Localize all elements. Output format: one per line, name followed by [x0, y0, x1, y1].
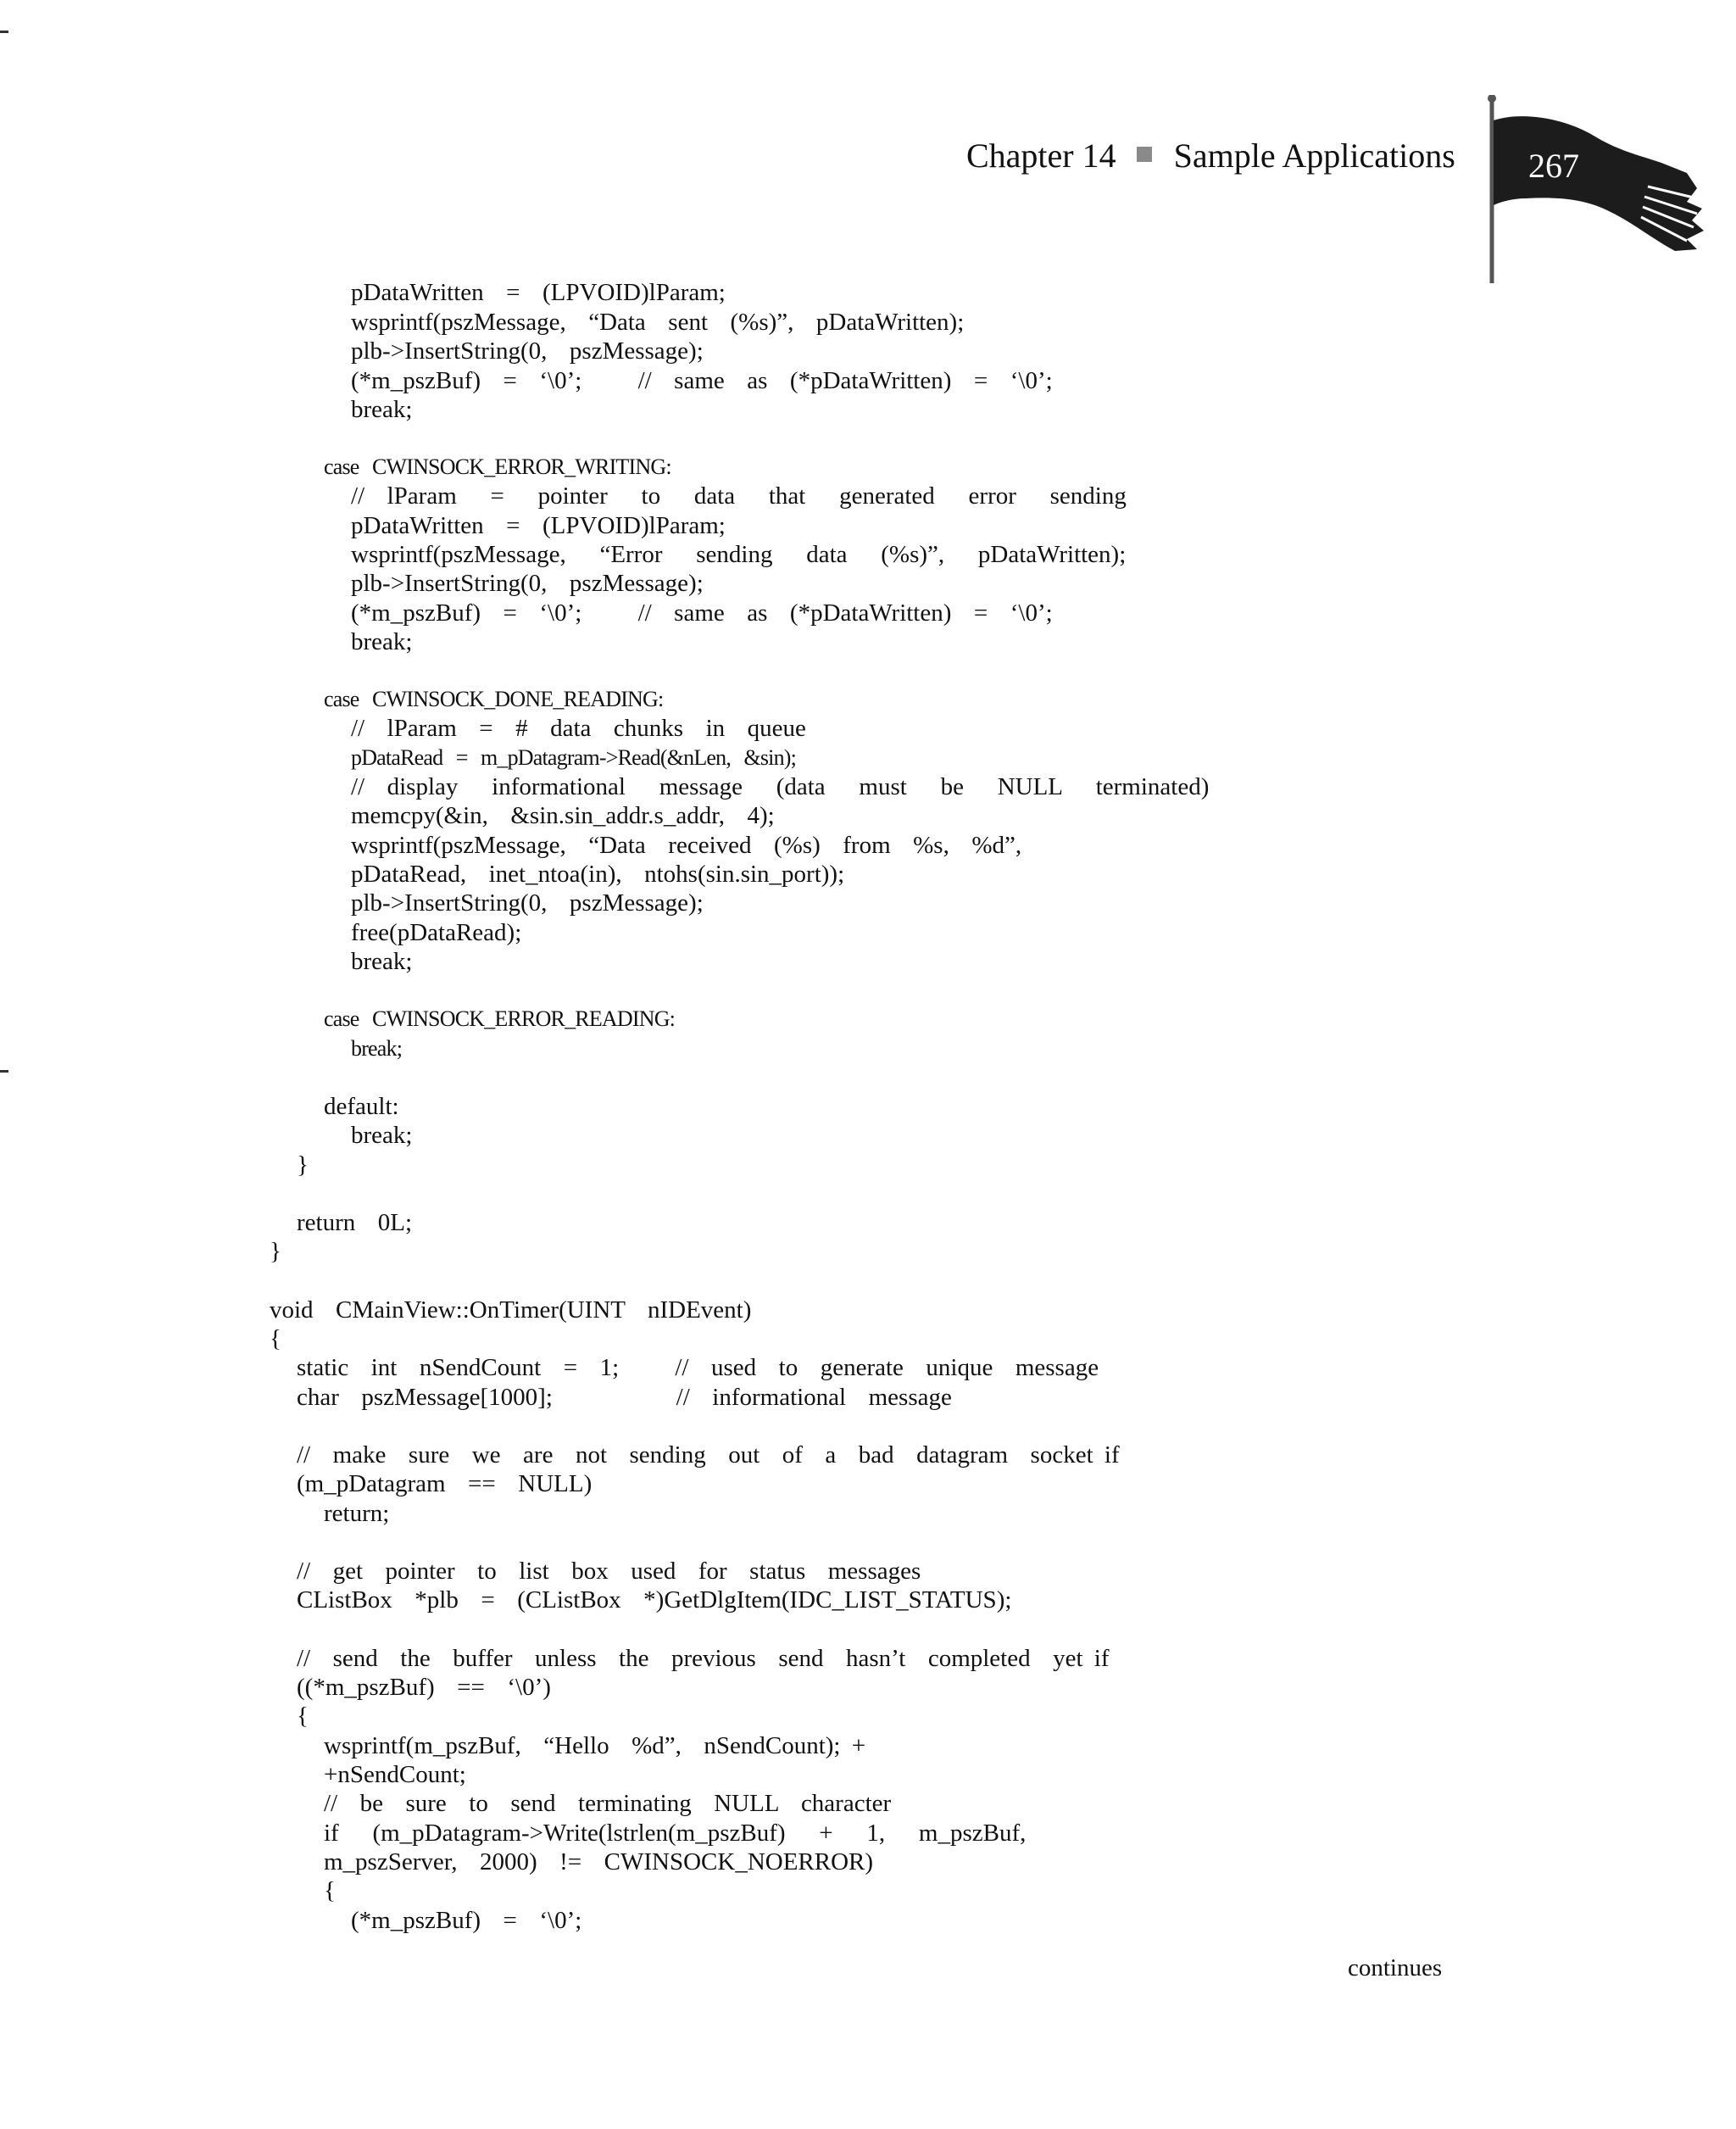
scan-edge-mark-top	[0, 31, 8, 33]
page-number: 267	[1528, 147, 1579, 185]
code-line: // lParam = pointer to data that generated error sending	[351, 482, 1127, 510]
chapter-label: Chapter 14	[966, 137, 1116, 175]
code-line: // be sure to send terminating NULL character	[324, 1790, 892, 1817]
code-line: // send the buffer unless the previous send hasn’t completed yet if	[297, 1645, 1110, 1672]
code-line: +nSendCount;	[324, 1761, 466, 1788]
code-line: case CWINSOCK_ERROR_READING:	[324, 1006, 676, 1031]
scan-edge-mark-middle	[0, 1070, 8, 1073]
code-line: ((*m_pszBuf) == ‘\0’)	[297, 1674, 551, 1701]
code-line: break;	[351, 948, 413, 975]
code-line: wsprintf(m_pszBuf, “Hello %d”, nSendCount); +	[324, 1732, 866, 1759]
code-line: plb->InsertString(0, pszMessage);	[351, 889, 704, 917]
code-line: // lParam = # data chunks in queue	[351, 715, 806, 742]
code-line: pDataWritten = (LPVOID)lParam;	[351, 279, 726, 306]
code-line: wsprintf(pszMessage, “Data sent (%s)”, pDataWritten);	[351, 309, 965, 336]
flag-emblem-icon	[1475, 95, 1721, 290]
code-line: case CWINSOCK_DONE_READING:	[324, 687, 664, 711]
code-line: // display informational message (data must be NULL terminated)	[351, 773, 1210, 800]
code-line: plb->InsertString(0, pszMessage);	[351, 337, 704, 365]
code-line: {	[324, 1877, 336, 1904]
code-line: (*m_pszBuf) = ‘\0’; // same as (*pDataWritten) = ‘\0’;	[351, 599, 1053, 627]
code-line: (*m_pszBuf) = ‘\0’;	[351, 1907, 582, 1934]
code-line: m_pszServer, 2000) != CWINSOCK_NOERROR)	[324, 1848, 874, 1875]
chapter-title: Sample Applications	[1173, 137, 1455, 175]
code-line: break;	[351, 1036, 403, 1061]
code-line: static int nSendCount = 1; // used to generate unique message	[297, 1354, 1099, 1381]
code-line: memcpy(&in, &sin.sin_addr.s_addr, 4);	[351, 802, 775, 829]
code-line: pDataRead, inet_ntoa(in), ntohs(sin.sin_port));	[351, 861, 845, 888]
code-line: {	[297, 1703, 309, 1730]
code-line: break;	[351, 628, 413, 655]
code-line: break;	[351, 396, 413, 423]
code-line: wsprintf(pszMessage, “Data received (%s) from %s, %d”,	[351, 832, 1022, 859]
code-line: CListBox *plb = (CListBox *)GetDlgItem(IDC_LIST_STATUS);	[297, 1586, 1012, 1613]
code-line: default:	[324, 1093, 399, 1120]
code-line: case CWINSOCK_ERROR_WRITING:	[324, 454, 671, 479]
code-line: }	[270, 1238, 281, 1265]
code-line: (*m_pszBuf) = ‘\0’; // same as (*pDataWritten) = ‘\0’;	[351, 367, 1053, 394]
code-line: }	[297, 1151, 309, 1179]
code-line: char pszMessage[1000]; // informational message	[297, 1384, 952, 1411]
code-line: // get pointer to list box used for status messages	[297, 1558, 921, 1585]
code-line: break;	[351, 1122, 413, 1149]
continues-label: continues	[1348, 1954, 1443, 1981]
code-line: {	[270, 1325, 281, 1352]
square-bullet-icon	[1137, 147, 1152, 162]
code-line: // make sure we are not sending out of a bad datagram socket if	[297, 1441, 1120, 1469]
code-line: plb->InsertString(0, pszMessage);	[351, 570, 704, 597]
code-line: (m_pDatagram == NULL)	[297, 1470, 593, 1497]
code-line: pDataRead = m_pDatagram->Read(&nLen, &sin);	[351, 745, 797, 770]
code-line: pDataWritten = (LPVOID)lParam;	[351, 512, 726, 539]
code-line: return 0L;	[297, 1209, 413, 1236]
code-line: free(pDataRead);	[351, 919, 522, 946]
running-head	[966, 136, 1455, 187]
code-line: return;	[324, 1500, 390, 1527]
code-line: wsprintf(pszMessage, “Error sending data (%s)”, pDataWritten);	[351, 541, 1127, 568]
code-line: if (m_pDatagram->Write(lstrlen(m_pszBuf) + 1, m_pszBuf,	[324, 1820, 1027, 1847]
code-line: void CMainView::OnTimer(UINT nIDEvent)	[270, 1296, 752, 1324]
